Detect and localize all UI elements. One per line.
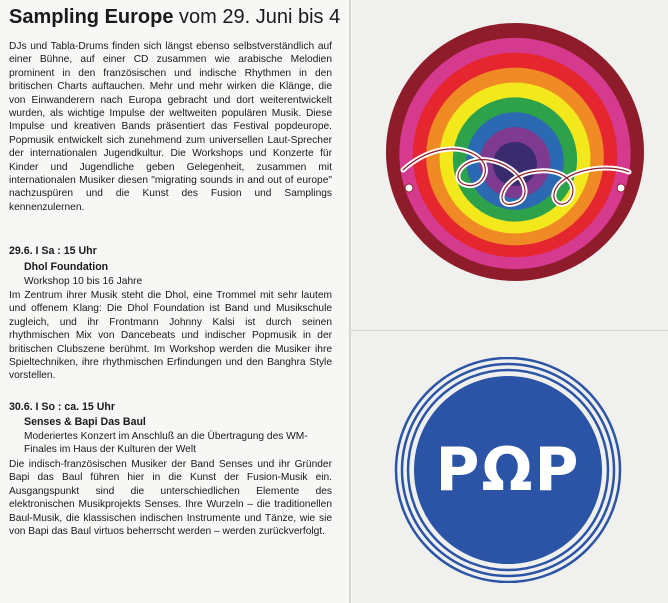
right-dot [617,184,625,192]
event-2-subtitle: Moderiertes Konzert im Anschluß an die Übertragung des WM-Finales im Haus der Kulturen der Welt [24,431,308,456]
event-2-date: 30.6. I So : ca. 15 Uhr [9,401,115,413]
event-2-title: Senses & Bapi Das Baul [24,416,146,428]
event-1-title: Dhol Foundation [24,261,109,273]
pop-logo-text: PΩP [435,435,581,505]
title-rest: vom 29. Juni bis 4 [179,6,341,28]
page-title [9,4,354,30]
right-page-crease [351,330,668,331]
intro-paragraph: DJs und Tabla-Drums finden sich längst ebenso selbstverständlich auf einer Bühne, auf einer CD zusammen wie arabische Melodien prominent in den französischen und indische Rhythmen in den britischen Charts auftauchen. Mehr und mehr wirken die Klänge, die von Einwanderern nach Europa gebracht und dort weiterentwickelt wurden, als wichtige Impulse der weltweiten populären Musik. Diese Impulse und kreativen Bands präsentiert das Festival popdeurope. Popmusik entwickelt sich zunehmend zum universellen Laut-Sprecher der internationalen Jugendkultur. Die Workshops und Konzerte für Kinder und Jugendliche geben Gelegenheit, zusammen mit internationalen Musiker diesen "migrating sounds in and out of europe" nachzuspüren und die Kunst des Fusion und Samplings kennenzulernen. [9,41,332,213]
rainbow-rings [386,23,644,281]
left-dot [405,184,413,192]
rainbow-circle-logo [385,22,645,282]
event-1-description: Im Zentrum ihrer Musik steht die Dhol, eine Trommel mit sehr lautem und offenem Klang: Die Dhol Foundation ist Band und Musikschule zugleich, und ihr Frontmann Johnny Kalsi ist durch seinen rhythmischen Mix von Dancebeats und indischer Popmusik in der britischen Clubszene berühmt. Im Workshop werden die Musiker ihre Spieltechniken, ihre rhythmischen Erfindungen und den Banghra Style vorstellen. [9,290,332,382]
event-1-subtitle: Workshop 10 bis 16 Jahre [24,276,143,287]
event-1-date: 29.6. I Sa : 15 Uhr [9,245,97,257]
title-bold: Sampling Europe [9,6,174,28]
event-2-description: Die indisch-französischen Musiker der Band Senses und ihr Gründer Bapi das Baul führen hier in die Kunst der Fusion-Musik ein. Ausgangspunkt sind die unterschiedlichen Elemente des elektronischen Musikprojekts Senses. Ihre Wurzeln – die traditionellen Baul-Musik, die klassischen indischen Instrumente und Tänze, wie sie von Bapi das Baul virtuos beherrscht werden – werden zurückverfolgt. [9,459,332,538]
